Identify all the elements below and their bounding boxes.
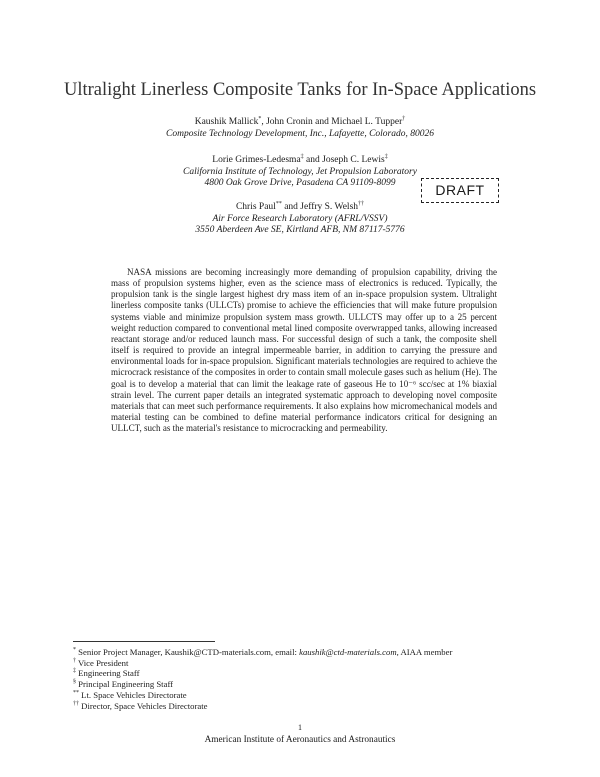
author-name: Chris Paul <box>235 202 276 212</box>
author-mark: * <box>258 116 262 122</box>
affiliation-line: Air Force Research Laboratory (AFRL/VSSV) <box>212 214 388 224</box>
affiliation-line: 3550 Aberdeen Ave SE, Kirtland AFB, NM 87117-5776 <box>195 225 405 235</box>
author-line-1 <box>0 117 600 129</box>
author-line-2 <box>0 155 600 167</box>
author-mark: ‡ <box>300 154 304 160</box>
footnote-mark: * <box>73 647 76 653</box>
footnote-item <box>73 701 452 712</box>
author-mark: † <box>402 116 406 122</box>
publisher-footer: American Institute of Aeronautics and Astronautics <box>204 735 396 745</box>
page-number: 1 <box>298 723 302 732</box>
author-mark: ** <box>275 201 282 207</box>
affiliation-line: Composite Technology Development, Inc., Lafayette, Colorado, 80026 <box>166 129 434 139</box>
footnotes <box>73 647 452 711</box>
footnote-item <box>73 690 452 701</box>
author-name: and Joseph C. Lewis <box>303 155 385 165</box>
footnote-mark: † <box>73 657 76 664</box>
footnote-text: Principal Engineering Staff <box>76 679 174 690</box>
footnote-item <box>73 647 452 658</box>
footnote-tail: , AIAA member <box>396 647 453 657</box>
author-name: , John Cronin and Michael L. Tupper <box>261 117 403 127</box>
footnote-text: Director, Space Vehicles Directorate <box>79 700 208 711</box>
footnote-item <box>73 658 452 669</box>
footnote-text: Engineering Staff <box>76 668 140 679</box>
abstract-paragraph: NASA missions are becoming increasingly more demanding of propulsion capability, driving the mass of propulsion systems higher, even as the science mass of electronics is reduced. Typically, the propulsion tank is the single largest highest dry mass item of an in-space propulsion system. Ultralight linerless composite tanks (ULLCTs) promise to achieve the efficiencies that will make future propulsion systems viable and minimize propulsion system mass growth. ULLCTS may offer up to a 25 percent weight reduction compared to conventional metal lined composite overwrapped tanks, allowing increased reactant storage and/or reduced launch mass. For successful design of such a tank, the composite shell itself is required to provide an integral impermeable barrier, in addition to carrying the pressure and environmental loads for in-space propulsion. Significant materials technologies are required to achieve the microcrack resistance of the composites in order to contain small molecule gases such as helium (He). The goal is to develop a material that can limit the leakage rate of gaseous He to 10⁻⁶ scc/sec at 1% biaxial strain level. The current paper details an integrated systematic approach to developing novel composite materials that can meet such performance requirements. It also explains how micromechanical models and material testing can be combined to define material performance indicators critical for designing an ULLCT, such as the material's resistance to microcracking and permeability. <box>111 267 497 434</box>
footnote-item <box>73 679 452 690</box>
footnote-email[interactable]: kaushik@ctd-materials.com <box>299 647 397 657</box>
footnote-mark: ** <box>73 689 79 696</box>
footnote-divider <box>73 641 215 642</box>
paper-title: Ultralight Linerless Composite Tanks for In-Space Applications <box>63 80 537 100</box>
footnote-text: Lt. Space Vehicles Directorate <box>79 689 187 700</box>
footnote-text: Vice President <box>76 657 129 668</box>
affiliation-line: 4800 Oak Grove Drive, Pasadena CA 91109-8099 <box>204 178 396 188</box>
draft-stamp: DRAFT <box>421 178 499 203</box>
author-mark: ‡ <box>384 154 388 160</box>
affiliation-line: California Institute of Technology, Jet Propulsion Laboratory <box>183 167 417 177</box>
footnote-item <box>73 668 452 679</box>
author-name: and Jeffry S. Welsh <box>281 202 359 212</box>
author-mark: †† <box>358 201 365 207</box>
author-line-3 <box>0 202 600 214</box>
author-name: Lorie Grimes-Ledesma <box>212 155 301 165</box>
footnote-mark: § <box>73 679 76 686</box>
author-name: Kaushik Mallick <box>194 117 259 127</box>
footnote-mark: ‡ <box>73 668 76 675</box>
footnote-mark: †† <box>73 700 79 707</box>
footnote-text: Senior Project Manager, Kaushik@CTD-materials.com, email: <box>76 647 300 657</box>
